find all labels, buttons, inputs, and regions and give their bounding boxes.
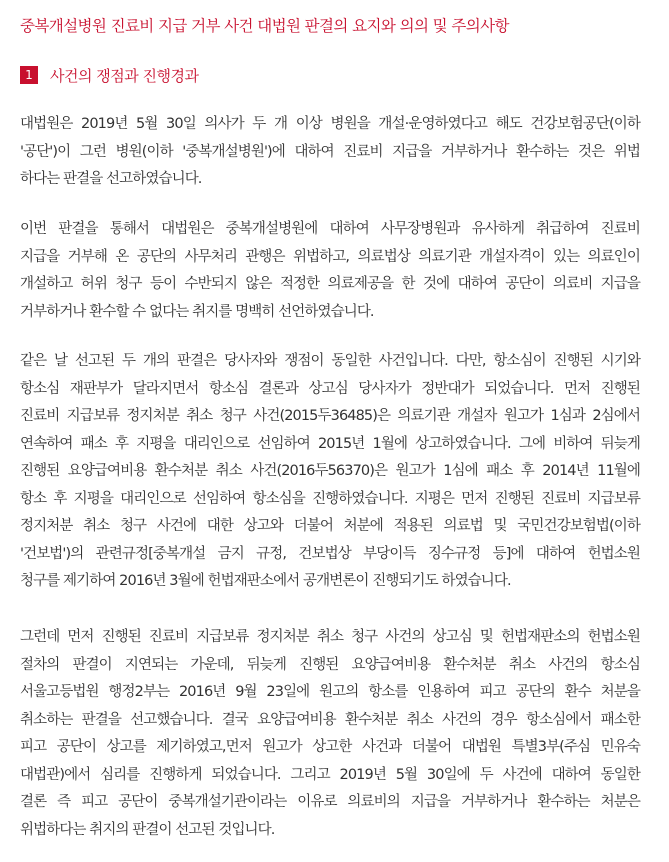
paragraph-line: 서울고등법원 행정2부는 2016년 9월 23일에 원고의 항소를 인용하여 피고 공단의 환수 처분을 — [20, 684, 640, 700]
document-title: 중복개설병원 진료비 지급 거부 사건 대법원 판결의 요지와 의의 및 주의사항 — [20, 17, 509, 36]
paragraph-2 — [20, 216, 640, 326]
paragraph-1 — [20, 111, 640, 194]
paragraph-line: 지급을 거부해 온 공단의 사무처리 관행은 위법하고, 의료법상 의료기관 개설자격이 있는 의료인이 — [20, 248, 640, 265]
paragraph-line: 정지처분 취소 청구 사건에 대한 상고와 더불어 처분에 적용된 의료법 및 국민건강보험법(이하 — [20, 518, 640, 534]
paragraph-line: 피고 공단이 상고를 제기하였고,먼저 원고가 상고한 사건과 더불어 대법원 특별3부(주심 민유숙 — [20, 739, 640, 755]
paragraph-line: 항소심 재판부가 달라지면서 항소심 결론과 상고심 당사자가 정반대가 되었습니다. 먼저 진행된 — [20, 380, 640, 397]
paragraph-line: 거부하거나 환수할 수 없다는 취지를 명백히 선언하였습니다. — [20, 303, 374, 320]
paragraph-4 — [20, 624, 640, 844]
paragraph-line: 청구를 제기하여 2016년 3월에 헌법재판소에서 공개변론이 진행되기도 하였습니다. — [20, 573, 511, 589]
paragraph-line: 개설하고 허위 청구 등이 수반되지 않은 적정한 의료제공을 한 것에 대하여 공단이 의료비 지급을 — [20, 276, 640, 292]
paragraph-line: 이번 판결을 통해서 대법원은 중복개설병원에 대하여 사무장병원과 유사하게 취급하여 진료비 — [20, 221, 640, 237]
paragraph-line: 진행된 요양급여비용 환수처분 취소 사건(2016두56370)은 원고가 1심에 패소 후 2014년 11월에 — [20, 463, 640, 479]
paragraph-line: 위법하다는 취지의 판결이 선고된 것입니다. — [20, 821, 275, 838]
paragraph-line: 취소하는 판결을 선고했습니다. 결국 요양급여비용 환수처분 취소 사건의 경우 항소심에서 패소한 — [20, 711, 640, 728]
section-heading — [20, 64, 198, 86]
paragraph-line: 대법관)에서 심리를 진행하게 되었습니다. 그리고 2019년 5월 30일에 두 사건에 대하여 동일한 — [20, 766, 640, 783]
paragraph-line: 하다는 판결을 선고하였습니다. — [20, 171, 202, 187]
paragraph-line: 대법원은 2019년 5월 30일 의사가 두 개 이상 병원을 개설·운영하였다고 해도 건강보험공단(이하 — [20, 116, 640, 132]
paragraph-line: 진료비 지급보류 정지처분 취소 청구 사건(2015두36485)은 의료기관 개설자 원고가 1심과 2심에서 — [20, 408, 640, 424]
paragraph-line: 연속하여 패소 후 지평을 대리인으로 선임하여 2015년 1월에 상고하였습니다. 그에 비하여 뒤늦게 — [20, 435, 640, 452]
paragraph-line: 결론 즉 피고 공단이 중복개설기관이라는 이유로 의료비의 지급을 거부하거나 환수하는 처분은 — [20, 794, 640, 810]
paragraph-3 — [20, 348, 640, 596]
paragraph-line: '공단')이 그런 병원(이하 '중복개설병원')에 대하여 진료비 지급을 거부하거나 환수하는 것은 위법 — [20, 143, 640, 160]
paragraph-line: '건보법')의 관련규정[중복개설 금지 규정, 건보법상 부당이득 징수규정 등]에 대하여 헌법소원 — [20, 545, 640, 562]
paragraph-line: 같은 날 선고된 두 개의 판결은 당사자와 쟁점이 동일한 사건입니다. 다만, 항소심이 진행된 시기와 — [20, 353, 640, 369]
paragraph-line: 절차의 판결이 지연되는 가운데, 뒤늦게 진행된 요양급여비용 환수처분 취소 사건의 항소심 — [20, 656, 640, 673]
section-title: 사건의 쟁점과 진행경과 — [50, 66, 199, 85]
paragraph-line: 항소 후 지평을 대리인으로 선임하여 항소심을 진행하였습니다. 지평은 먼저 진행된 진료비 지급보류 — [20, 490, 640, 507]
paragraph-line: 그런데 먼저 진행된 진료비 지급보류 정지처분 취소 청구 사건의 상고심 및 헌법재판소의 헌법소원 — [20, 629, 640, 645]
section-number-badge: 1 — [20, 66, 38, 84]
